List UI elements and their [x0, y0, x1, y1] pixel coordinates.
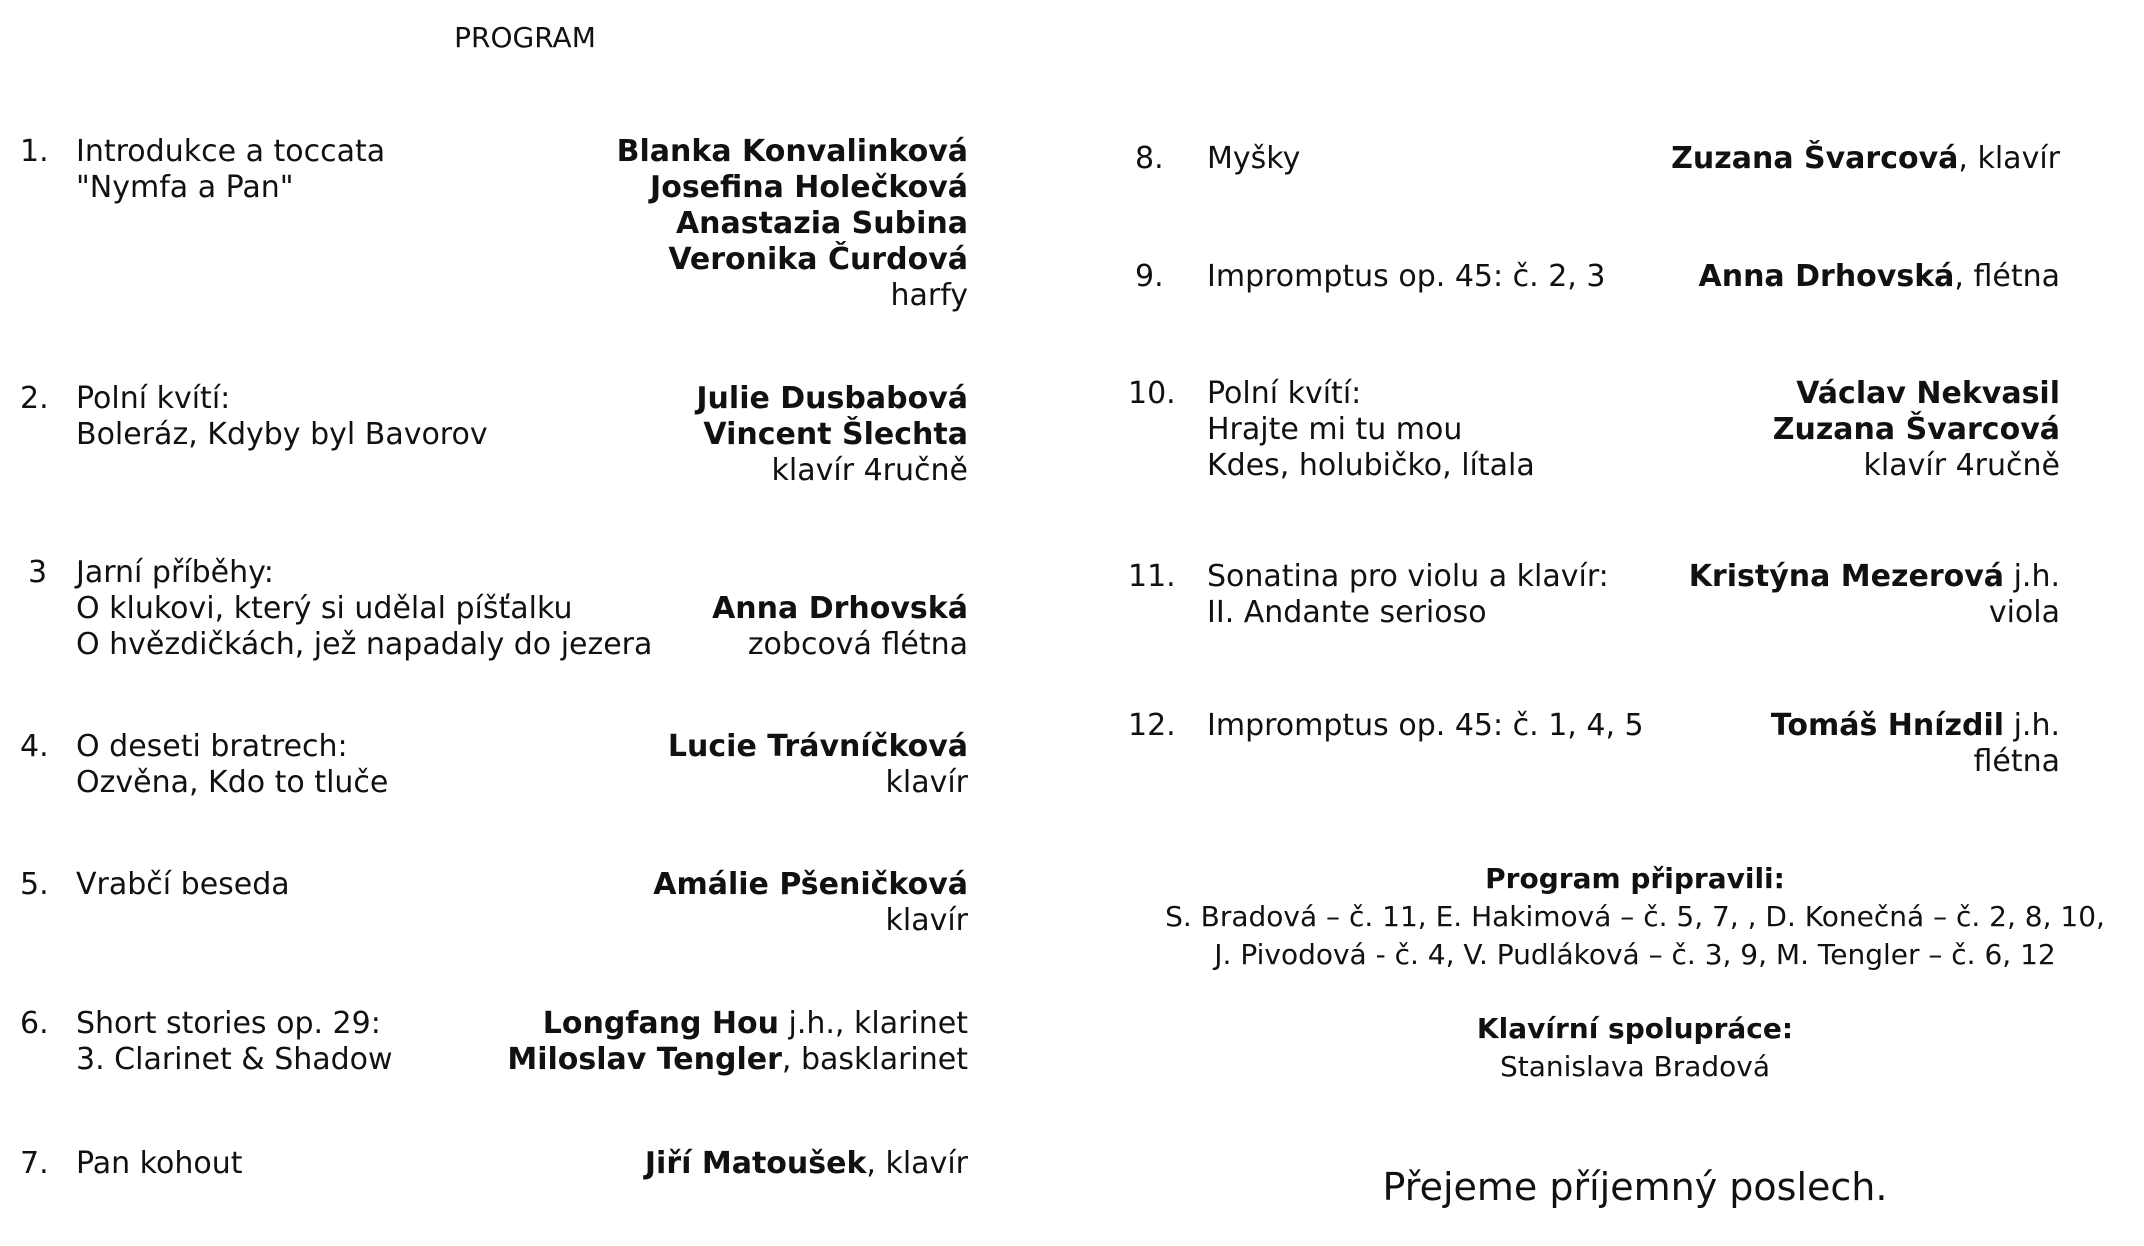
item-number: 12.	[1128, 708, 1176, 743]
performers: Tomáš Hnízdil j.h. flétna	[1770, 708, 2060, 779]
performers: Blanka Konvalinková Josefina Holečková Anastazia Subina Veronika Čurdová harfy	[616, 134, 968, 313]
work-title: Short stories op. 29: 3. Clarinet & Shadow	[76, 1006, 393, 1077]
performers: Longfang Hou j.h., klarinet Miloslav Tengler, basklarinet	[507, 1006, 968, 1077]
work-title: Impromptus op. 45: č. 2, 3	[1207, 259, 1606, 294]
item-number: 7.	[20, 1146, 49, 1181]
item-number: 6.	[20, 1006, 49, 1041]
work-title: O deseti bratrech: Ozvěna, Kdo to tluče	[76, 729, 389, 800]
performers: Lucie Trávníčková klavír	[667, 729, 968, 800]
item-number: 2.	[20, 381, 49, 416]
accompaniment-name: Stanislava Bradová	[1499, 1050, 1771, 1083]
work-title: Sonatina pro violu a klavír: II. Andante serioso	[1207, 559, 1609, 630]
accompaniment-label: Klavírní spolupráce:	[1476, 1012, 1794, 1045]
work-title: Introdukce a toccata "Nymfa a Pan"	[76, 134, 386, 205]
performers: Julie Dusbabová Vincent Šlechta klavír 4ručně	[696, 381, 968, 488]
item-number: 11.	[1128, 559, 1176, 594]
performers: Zuzana Švarcová, klavír	[1671, 141, 2060, 176]
performers: Kristýna Mezerová j.h. viola	[1688, 559, 2060, 630]
performers: Anna Drhovská, flétna	[1698, 259, 2060, 294]
performers: Václav Nekvasil Zuzana Švarcová klavír 4ručně	[1772, 376, 2060, 483]
item-number: 1.	[20, 134, 49, 169]
performers: Amálie Pšeničková klavír	[653, 867, 968, 938]
item-number: 10.	[1128, 376, 1176, 411]
item-number: 9.	[1135, 259, 1164, 294]
performers: Anna Drhovská zobcová flétna	[712, 591, 968, 662]
prepared-line: S. Bradová – č. 11, E. Hakimová – č. 5, 7, , D. Konečná – č. 2, 8, 10,	[1165, 900, 2105, 933]
credits	[1130, 860, 2140, 1086]
prepared-label: Program připravili:	[1485, 862, 1785, 895]
item-number: 5.	[20, 867, 49, 902]
item-number: 8.	[1135, 141, 1164, 176]
item-number: 3	[28, 555, 48, 590]
work-title: Polní kvítí: Hrajte mi tu mou Kdes, holubičko, lítala	[1207, 376, 1535, 483]
program-heading: PROGRAM	[454, 21, 596, 54]
work-title: Polní kvítí: Boleráz, Kdyby byl Bavorov	[76, 381, 488, 452]
work-title: Jarní příběhy: O klukovi, který si udělal píšťalku O hvězdičkách, jež napadaly do jezera	[76, 555, 653, 662]
work-title: Impromptus op. 45: č. 1, 4, 5	[1207, 708, 1644, 743]
work-title: Vrabčí beseda	[76, 867, 290, 902]
item-number: 4.	[20, 729, 49, 764]
performers: Jiří Matoušek, klavír	[644, 1146, 968, 1181]
work-title: Myšky	[1207, 141, 1301, 176]
work-title: Pan kohout	[76, 1146, 243, 1181]
prepared-line: J. Pivodová - č. 4, V. Pudláková – č. 3, 9, M. Tengler – č. 6, 12	[1214, 938, 2056, 971]
farewell-message: Přejeme příjemný poslech.	[1382, 1165, 1888, 1209]
